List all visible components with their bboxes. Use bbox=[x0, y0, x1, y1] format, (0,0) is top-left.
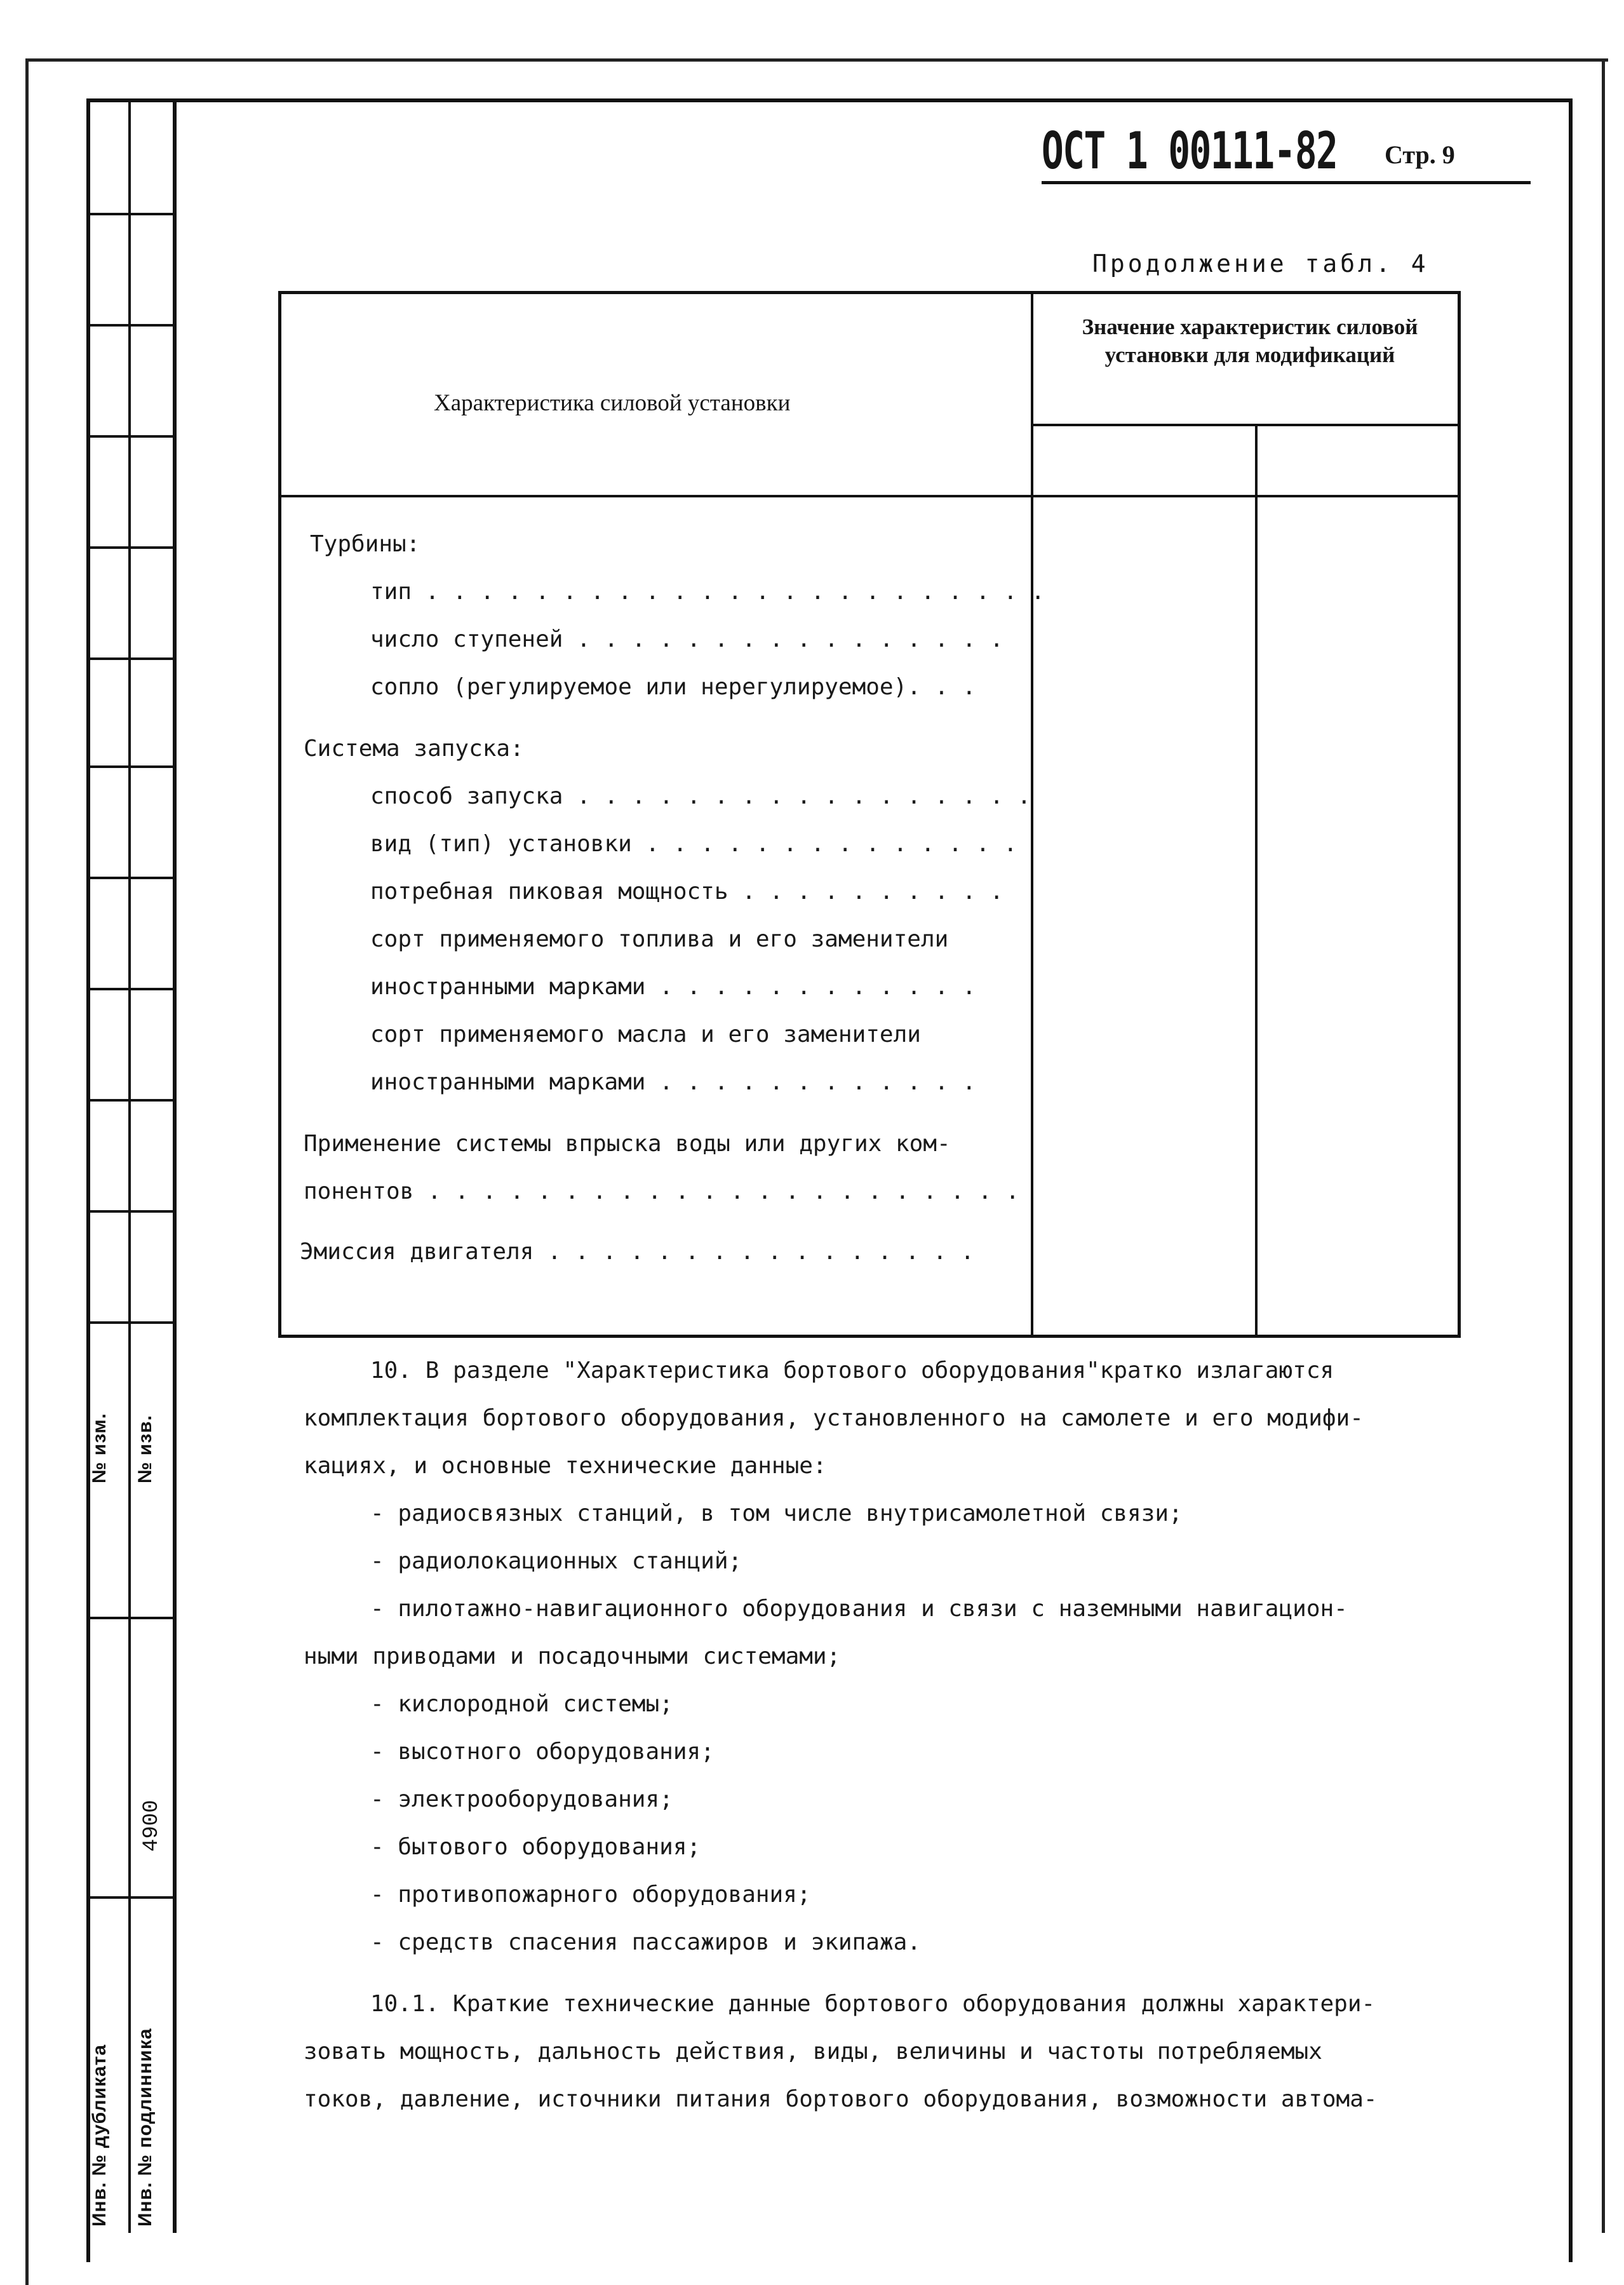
table-caption: Продолжение табл. 4 bbox=[1092, 250, 1429, 278]
strip-cell-line bbox=[86, 546, 177, 549]
table-row: Применение системы впрыска воды или других ком- bbox=[304, 1131, 951, 1157]
body-paragraph: комплектация бортового оборудования, установленного на самолете и его модифи- bbox=[304, 1405, 1364, 1431]
table-row: иностранными марками . . . . . . . . . . . . bbox=[370, 974, 976, 1000]
table-header-line bbox=[281, 495, 1458, 497]
body-paragraph: ными приводами и посадочными системами; bbox=[304, 1643, 841, 1669]
table-row: иностранными марками . . . . . . . . . . . . bbox=[370, 1069, 976, 1095]
strip-cell-line bbox=[86, 324, 177, 327]
body-paragraph: - средств спасения пассажиров и экипажа. bbox=[370, 1929, 921, 1955]
body-paragraph: - пилотажно-навигационного оборудования и связи с наземными навигацион- bbox=[370, 1596, 1348, 1622]
strip-border bbox=[173, 98, 177, 2233]
table-header-characteristic: Характеристика силовой установки bbox=[434, 390, 791, 416]
table-row: сопло (регулируемое или нерегулируемое). . . bbox=[370, 674, 976, 700]
strip-cell-line bbox=[86, 657, 177, 660]
notice-no-label: № изв. bbox=[135, 1415, 156, 1483]
strip-cell-line bbox=[86, 1617, 177, 1619]
body-paragraph: - радиолокационных станций; bbox=[370, 1548, 742, 1574]
body-paragraph: - радиосвязных станций, в том числе внутрисамолетной связи; bbox=[370, 1500, 1183, 1527]
document-code: ОСТ 1 00111-82 bbox=[1042, 121, 1338, 180]
body-paragraph: - кислородной системы; bbox=[370, 1691, 673, 1717]
strip-cell-line bbox=[86, 1099, 177, 1102]
strip-cell-line bbox=[86, 1210, 177, 1213]
page-number: Стр. 9 bbox=[1385, 140, 1455, 169]
table-row: вид (тип) установки . . . . . . . . . . . . . . bbox=[370, 831, 1017, 857]
table-row: способ запуска . . . . . . . . . . . . . . . . . bbox=[370, 783, 1031, 809]
body-paragraph: - высотного оборудования; bbox=[370, 1739, 715, 1765]
body-paragraph: - противопожарного оборудования; bbox=[370, 1882, 811, 1908]
table-subheader-line bbox=[1031, 424, 1458, 426]
change-no-label: № изм. bbox=[89, 1413, 110, 1483]
strip-cell-line bbox=[86, 213, 177, 215]
table-row: тип . . . . . . . . . . . . . . . . . . . . . . . bbox=[370, 579, 1045, 605]
strip-cell-line bbox=[86, 1896, 177, 1899]
table-row: потребная пиковая мощность . . . . . . . . . . bbox=[370, 879, 1003, 905]
table-row: понентов . . . . . . . . . . . . . . . . . . . . . . bbox=[304, 1178, 1020, 1204]
strip-divider bbox=[128, 98, 131, 2233]
dup-inv-label: Инв. № дубликата bbox=[89, 2044, 110, 2227]
orig-inv-value: 4900 bbox=[140, 1800, 164, 1852]
strip-cell-line bbox=[86, 877, 177, 879]
table-row: Турбины: bbox=[310, 531, 420, 557]
table-col-divider bbox=[1255, 426, 1258, 1335]
body-paragraph: - электрооборудования; bbox=[370, 1786, 673, 1812]
table-row: сорт применяемого масла и его заменители bbox=[370, 1021, 921, 1048]
strip-cell-line bbox=[86, 988, 177, 990]
table-row: число ступеней . . . . . . . . . . . . . . . . bbox=[370, 626, 1003, 652]
table-row: Эмиссия двигателя . . . . . . . . . . . . . . . . bbox=[300, 1239, 975, 1265]
strip-cell-line bbox=[86, 1321, 177, 1324]
table-header-values: Значение характеристик силовой установки для модификаций bbox=[1082, 314, 1418, 367]
body-paragraph: - бытового оборудования; bbox=[370, 1834, 701, 1860]
body-paragraph: 10. В разделе "Характеристика бортового оборудования"кратко излагаются bbox=[370, 1358, 1334, 1384]
page-header bbox=[1042, 121, 1531, 184]
body-paragraph: зовать мощность, дальность действия, виды, величины и частоты потребляемых bbox=[304, 2039, 1322, 2065]
table-col-divider bbox=[1031, 294, 1033, 1335]
orig-inv-label: Инв. № подлинника bbox=[135, 2028, 156, 2227]
strip-cell-line bbox=[86, 765, 177, 768]
body-paragraph: токов, давление, источники питания бортового оборудования, возможности автома- bbox=[304, 2086, 1378, 2112]
strip-cell-line bbox=[86, 435, 177, 438]
table-row: сорт применяемого топлива и его заменители bbox=[370, 926, 949, 952]
body-paragraph: кациях, и основные технические данные: bbox=[304, 1453, 827, 1479]
body-paragraph: 10.1. Краткие технические данные бортового оборудования должны характери- bbox=[370, 1991, 1376, 2017]
table-row: Система запуска: bbox=[304, 736, 524, 762]
outer-frame-right bbox=[1602, 58, 1605, 2233]
registration-strip bbox=[86, 98, 177, 2233]
